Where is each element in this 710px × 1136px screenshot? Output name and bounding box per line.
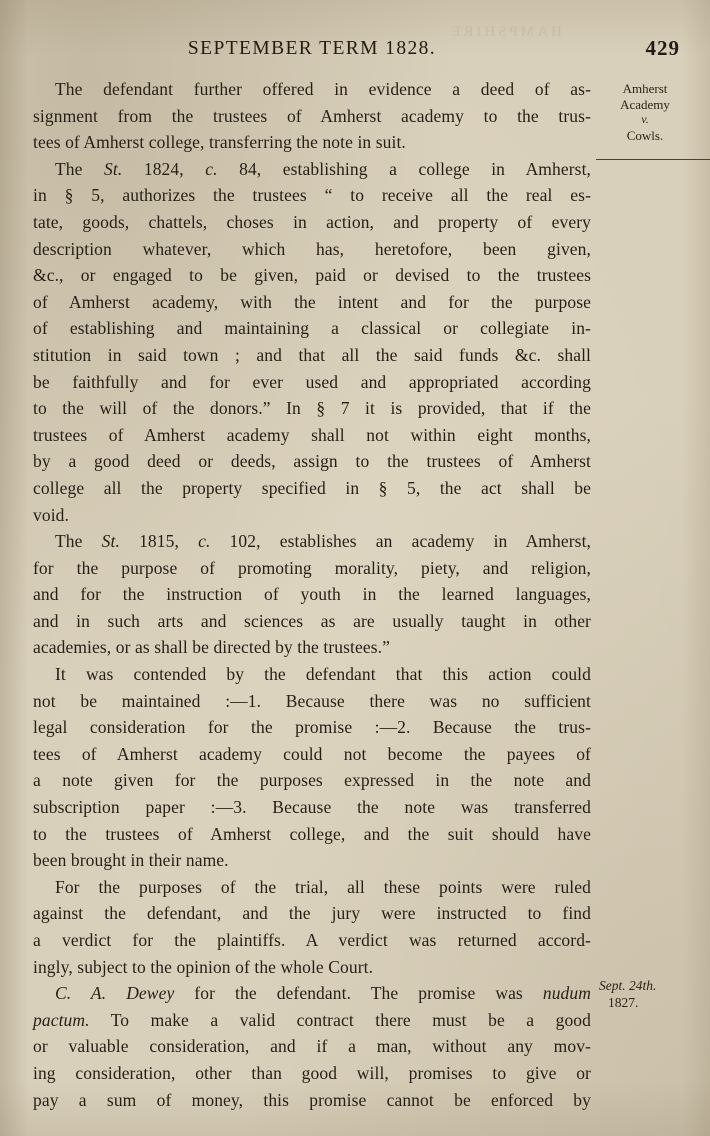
case-party-plaintiff: Amherst xyxy=(622,81,668,96)
text-line: &c., or engaged to be given, paid or devised to the trustees xyxy=(33,265,591,286)
text-line: It was contended by the defendant that this action could xyxy=(55,664,591,685)
text-line: The defendant further offered in evidence a deed of as- xyxy=(55,79,591,99)
text-line: The St. 1824, c. 84, establishing a college in Amherst, xyxy=(55,158,592,179)
text-line: by a good deed or deeds, assign to the trustees of Amherst xyxy=(33,451,591,472)
text-line: against the defendant, and the jury were instructed to find xyxy=(33,903,591,924)
text-line: legal consideration for the promise :—2. Because the trus- xyxy=(33,717,591,738)
text-line: For the purposes of the trial, all these points were ruled xyxy=(55,876,591,897)
text-line: be faithfully and for ever used and appropriated according xyxy=(33,371,591,392)
margin-date-line: 1827. xyxy=(608,995,639,1010)
text-line: not be maintained :—1. Because there was no sufficient xyxy=(33,690,591,711)
text-line: pay a sum of money, this promise cannot be enforced by xyxy=(33,1089,591,1110)
text-line: ingly, subject to the opinion of the whole Court. xyxy=(33,956,374,977)
text-line: ing consideration, other than good will, promises to give or xyxy=(33,1062,591,1083)
case-party-defendant: Cowls. xyxy=(626,127,664,143)
margin-divider xyxy=(596,159,710,160)
text-line: C. A. Dewey for the defendant. The promise was nudum xyxy=(55,983,591,1004)
text-line: been brought in their name. xyxy=(33,850,229,871)
text-line: subscription paper :—3. Because the note was transferred xyxy=(33,797,591,818)
text-line: of Amherst academy, with the intent and for the purpose xyxy=(33,291,591,312)
text-line: in § 5, authorizes the trustees “ to receive all the real es- xyxy=(33,185,591,206)
text-line: college all the property specified in § 5, the act shall be xyxy=(33,477,591,498)
text-line: signment from the trustees of Amherst academy to the trus- xyxy=(33,105,591,126)
text-line: a verdict for the plaintiffs. A verdict was returned accord- xyxy=(33,930,591,950)
text-line: academies, or as shall be directed by the trustees.” xyxy=(33,637,391,658)
text-line: stitution in said town ; and that all the said funds &c. shall xyxy=(33,344,591,365)
text-line: tees of Amherst academy could not become the payees of xyxy=(33,743,591,764)
text-line: to the will of the donors.” In § 7 it is provided, that if the xyxy=(33,398,591,419)
text-line: The St. 1815, c. 102, establishes an academy in Amherst, xyxy=(55,531,592,552)
paragraph xyxy=(33,528,591,661)
bleedthrough-text: HAMPSHIRE xyxy=(448,24,562,40)
text-line: of establishing and maintaining a classical or collegiate in- xyxy=(33,318,591,339)
text-line: tate, goods, chattels, choses in action, and property of every xyxy=(33,211,591,232)
text-line: tees of Amherst college, transferring the note in suit. xyxy=(33,132,406,153)
text-line: a note given for the purposes expressed in the note and xyxy=(33,770,591,791)
paragraph xyxy=(33,76,591,156)
paragraph xyxy=(33,980,591,1113)
date-margin xyxy=(599,977,699,1011)
text-line: and for the instruction of youth in the learned languages, xyxy=(33,584,591,605)
text-line: trustees of Amherst academy shall not within eight months, xyxy=(33,424,591,445)
case-name-margin xyxy=(597,81,693,143)
paragraph xyxy=(33,874,591,980)
text-line: description whatever, which has, heretofore, been given, xyxy=(33,238,591,259)
term-heading: SEPTEMBER TERM 1828. xyxy=(187,38,437,59)
text-line: void. xyxy=(33,504,69,525)
margin-date-line: Sept. 24th. xyxy=(599,978,657,993)
paragraph xyxy=(33,156,591,528)
case-party-plaintiff: Academy xyxy=(620,96,670,112)
paragraph xyxy=(33,661,591,874)
case-versus: v. xyxy=(641,112,649,127)
page-number: 429 xyxy=(645,36,680,60)
text-line: pactum. To make a valid contract there must be a good xyxy=(33,1009,591,1030)
text-line: and in such arts and sciences as are usually taught in other xyxy=(33,610,591,631)
text-line: to the trustees of Amherst college, and the suit should have xyxy=(33,823,591,844)
text-line: for the purpose of promoting morality, piety, and religion, xyxy=(33,557,591,578)
text-line: or valuable consideration, and if a man, without any mov- xyxy=(33,1036,591,1057)
body-text xyxy=(33,76,591,1113)
